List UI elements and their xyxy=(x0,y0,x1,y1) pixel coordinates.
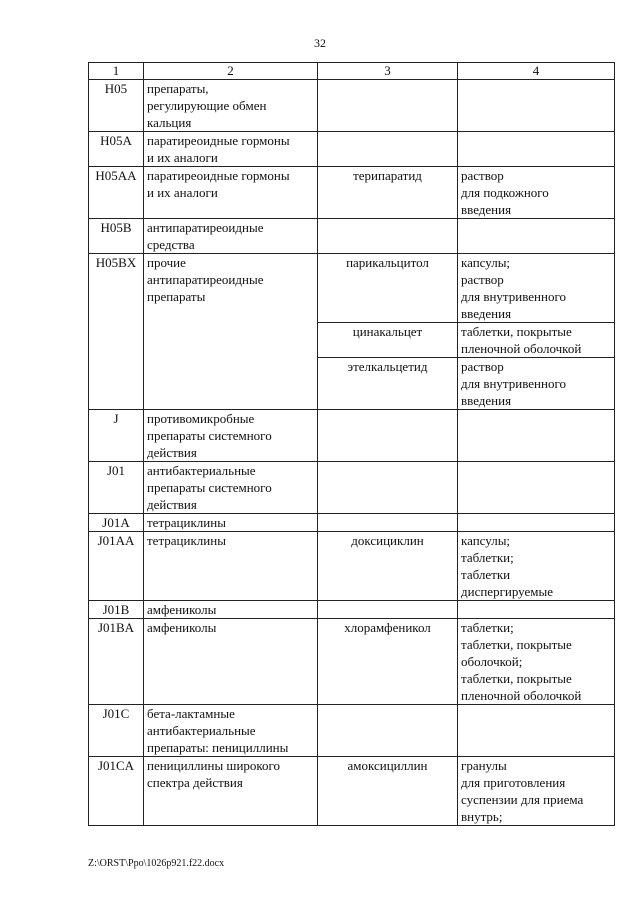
group-description-cell xyxy=(144,167,318,219)
dosage-form-cell xyxy=(458,601,615,619)
group-description-cell xyxy=(144,80,318,132)
group-description-cell xyxy=(144,757,318,826)
atc-code-cell: J xyxy=(89,410,144,462)
drug-name-cell xyxy=(318,254,458,323)
group-description-cell-line: препараты: пенициллины xyxy=(147,740,289,755)
table-row xyxy=(89,219,615,254)
group-description-cell-line: спектра действия xyxy=(147,775,243,790)
drug-name-cell xyxy=(318,132,458,167)
group-description-cell-line: антибактериальные xyxy=(147,723,256,738)
table-row xyxy=(89,462,615,514)
dosage-form-cell-line: введения xyxy=(461,306,512,321)
table-row xyxy=(89,410,615,462)
drug-name-cell xyxy=(318,601,458,619)
drug-name-cell xyxy=(318,462,458,514)
dosage-form-cell-line: гранулы xyxy=(461,758,507,773)
group-description-cell-line: препараты системного xyxy=(147,428,272,443)
table-row xyxy=(89,167,615,219)
drug-name-cell xyxy=(318,705,458,757)
group-description-cell-line: бета-лактамные xyxy=(147,706,235,721)
dosage-form-cell xyxy=(458,514,615,532)
drug-name-cell-line: доксициклин xyxy=(351,533,424,548)
group-description-cell-line: кальция xyxy=(147,115,192,130)
group-description-cell-line: средства xyxy=(147,237,195,252)
group-description-cell-line: регулирующие обмен xyxy=(147,98,267,113)
atc-code-cell: J01 xyxy=(89,462,144,514)
group-description-cell xyxy=(144,410,318,462)
dosage-form-cell xyxy=(458,254,615,323)
group-description-cell-line: действия xyxy=(147,445,197,460)
dosage-form-cell-line: для внутривенного xyxy=(461,289,566,304)
drug-name-cell xyxy=(318,167,458,219)
drug-name-cell-line: хлорамфеникол xyxy=(344,620,431,635)
table-row xyxy=(89,532,615,601)
group-description-cell xyxy=(144,254,318,410)
drug-name-cell xyxy=(318,80,458,132)
dosage-form-cell-line: капсулы; xyxy=(461,255,511,270)
group-description-cell-line: антипаратиреоидные xyxy=(147,220,264,235)
dosage-form-cell xyxy=(458,219,615,254)
table-row xyxy=(89,601,615,619)
atc-code-cell: H05AA xyxy=(89,167,144,219)
column-header: 4 xyxy=(458,63,615,80)
group-description-cell-line: препараты системного xyxy=(147,480,272,495)
dosage-form-cell-line: введения xyxy=(461,393,512,408)
dosage-form-cell xyxy=(458,619,615,705)
column-header: 2 xyxy=(144,63,318,80)
table-row xyxy=(89,132,615,167)
table-row xyxy=(89,80,615,132)
dosage-form-cell xyxy=(458,132,615,167)
drug-name-cell xyxy=(318,514,458,532)
group-description-cell-line: паратиреоидные гормоны xyxy=(147,133,290,148)
dosage-form-cell xyxy=(458,410,615,462)
dosage-form-cell-line: внутрь; xyxy=(461,809,503,824)
drug-name-cell xyxy=(318,532,458,601)
drug-name-cell xyxy=(318,323,458,358)
drug-name-cell-line: амоксициллин xyxy=(347,758,428,773)
table-row xyxy=(89,514,615,532)
drug-name-cell xyxy=(318,358,458,410)
atc-code-cell: J01AA xyxy=(89,532,144,601)
dosage-form-cell-line: раствор xyxy=(461,272,504,287)
column-header: 3 xyxy=(318,63,458,80)
group-description-cell xyxy=(144,601,318,619)
dosage-form-cell-line: для внутривенного xyxy=(461,376,566,391)
page-number: 32 xyxy=(314,36,326,50)
group-description-cell-line: амфениколы xyxy=(147,602,217,617)
drug-name-cell-line: цинакальцет xyxy=(352,324,423,339)
table-header-row xyxy=(89,63,615,80)
table-body xyxy=(89,80,615,826)
column-header: 1 xyxy=(89,63,144,80)
table-row xyxy=(89,619,615,705)
dosage-form-cell-line: таблетки, покрытые xyxy=(461,637,572,652)
dosage-form-cell-line: введения xyxy=(461,202,512,217)
dosage-form-cell-line: таблетки, покрытые xyxy=(461,324,572,339)
group-description-cell xyxy=(144,462,318,514)
group-description-cell-line: тетрациклины xyxy=(147,515,226,530)
footer-file-path: Z:\ORST\Ppo\1026p921.f22.docx xyxy=(88,858,225,869)
dosage-form-cell-line: для подкожного xyxy=(461,185,549,200)
atc-code-cell: H05A xyxy=(89,132,144,167)
dosage-form-cell xyxy=(458,462,615,514)
group-description-cell-line: и их аналоги xyxy=(147,185,218,200)
dosage-form-cell-line: раствор xyxy=(461,359,504,374)
atc-code-cell: J01B xyxy=(89,601,144,619)
drug-name-cell xyxy=(318,757,458,826)
dosage-form-cell-line: таблетки; xyxy=(461,620,514,635)
dosage-form-cell-line: диспергируемые xyxy=(461,584,554,599)
dosage-form-cell-line: раствор xyxy=(461,168,504,183)
group-description-cell xyxy=(144,705,318,757)
table-row xyxy=(89,757,615,826)
atc-code-cell: J01CA xyxy=(89,757,144,826)
atc-code-cell: J01C xyxy=(89,705,144,757)
drug-name-cell xyxy=(318,219,458,254)
dosage-form-cell-line: суспензии для приема xyxy=(461,792,584,807)
group-description-cell-line: препараты, xyxy=(147,81,209,96)
group-description-cell-line: антипаратиреоидные xyxy=(147,272,264,287)
group-description-cell xyxy=(144,132,318,167)
group-description-cell-line: паратиреоидные гормоны xyxy=(147,168,290,183)
group-description-cell-line: тетрациклины xyxy=(147,533,226,548)
atc-code-cell: H05 xyxy=(89,80,144,132)
drug-name-cell xyxy=(318,619,458,705)
group-description-cell xyxy=(144,619,318,705)
drug-name-cell-line: терипаратид xyxy=(353,168,422,183)
group-description-cell-line: и их аналоги xyxy=(147,150,218,165)
group-description-cell-line: антибактериальные xyxy=(147,463,256,478)
group-description-cell-line: препараты xyxy=(147,289,206,304)
dosage-form-cell xyxy=(458,705,615,757)
dosage-form-cell-line: таблетки, покрытые xyxy=(461,671,572,686)
table-row xyxy=(89,254,615,323)
group-description-cell xyxy=(144,532,318,601)
dosage-form-cell xyxy=(458,358,615,410)
dosage-form-cell-line: таблетки; xyxy=(461,550,514,565)
drug-name-cell-line: этелкальцетид xyxy=(347,359,428,374)
dosage-form-cell-line: оболочкой; xyxy=(461,654,523,669)
drug-table xyxy=(88,62,615,826)
atc-code-cell: H05BX xyxy=(89,254,144,410)
group-description-cell-line: пенициллины широкого xyxy=(147,758,281,773)
dosage-form-cell xyxy=(458,80,615,132)
group-description-cell xyxy=(144,219,318,254)
atc-code-cell: J01A xyxy=(89,514,144,532)
group-description-cell-line: противомикробные xyxy=(147,411,255,426)
atc-code-cell: J01BA xyxy=(89,619,144,705)
dosage-form-cell xyxy=(458,167,615,219)
atc-code-cell: H05B xyxy=(89,219,144,254)
drug-name-cell-line: парикальцитол xyxy=(346,255,429,270)
drug-name-cell xyxy=(318,410,458,462)
dosage-form-cell-line: капсулы; xyxy=(461,533,511,548)
dosage-form-cell-line: для приготовления xyxy=(461,775,566,790)
group-description-cell-line: прочие xyxy=(147,255,186,270)
group-description-cell-line: действия xyxy=(147,497,197,512)
dosage-form-cell-line: таблетки xyxy=(461,567,511,582)
dosage-form-cell xyxy=(458,323,615,358)
dosage-form-cell-line: пленочной оболочкой xyxy=(461,341,582,356)
dosage-form-cell-line: пленочной оболочкой xyxy=(461,688,582,703)
group-description-cell-line: амфениколы xyxy=(147,620,217,635)
dosage-form-cell xyxy=(458,532,615,601)
group-description-cell xyxy=(144,514,318,532)
table-row xyxy=(89,705,615,757)
dosage-form-cell xyxy=(458,757,615,826)
